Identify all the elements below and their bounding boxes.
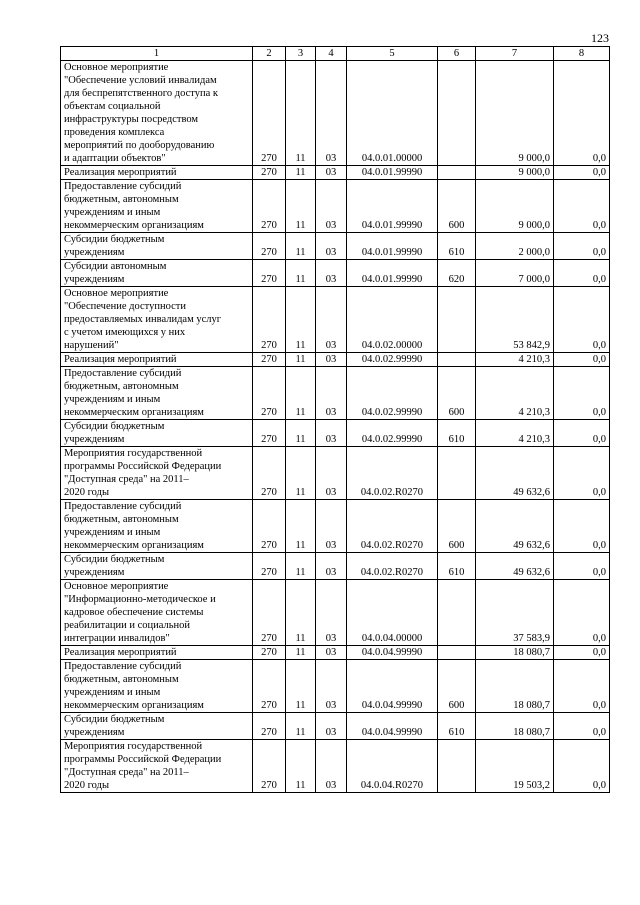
target-article-cell: 04.0.01.99990	[347, 233, 438, 260]
subsection-cell: 03	[316, 740, 347, 793]
amount-cell: 18 080,7	[476, 713, 554, 740]
amount-2-cell: 0,0	[554, 740, 610, 793]
amount-2-cell: 0,0	[554, 580, 610, 646]
amount-cell: 9 000,0	[476, 61, 554, 166]
admin-code-cell: 270	[253, 580, 286, 646]
table-row	[61, 646, 610, 660]
amount-2-cell: 0,0	[554, 166, 610, 180]
amount-2-cell: 0,0	[554, 61, 610, 166]
amount-cell: 37 583,9	[476, 580, 554, 646]
table-row	[61, 61, 610, 166]
row-name-cell: Основное мероприятие "Обеспечение доступности предоставляемых инвалидам услуг с учетом имеющихся у них нарушений"	[61, 287, 253, 353]
subsection-cell: 03	[316, 180, 347, 233]
subsection-cell: 03	[316, 500, 347, 553]
amount-2-cell: 0,0	[554, 260, 610, 287]
section-cell: 11	[286, 287, 316, 353]
expense-type-cell	[438, 646, 476, 660]
section-cell: 11	[286, 367, 316, 420]
row-name-cell: Предоставление субсидий бюджетным, автономным учреждениям и иным некоммерческим организациям	[61, 500, 253, 553]
amount-2-cell: 0,0	[554, 646, 610, 660]
amount-cell: 4 210,3	[476, 367, 554, 420]
amount-cell: 18 080,7	[476, 646, 554, 660]
subsection-cell: 03	[316, 260, 347, 287]
amount-2-cell: 0,0	[554, 287, 610, 353]
table-row	[61, 287, 610, 353]
column-header: 1	[61, 47, 253, 61]
section-cell: 11	[286, 61, 316, 166]
section-cell: 11	[286, 260, 316, 287]
table-row	[61, 660, 610, 713]
amount-2-cell: 0,0	[554, 447, 610, 500]
amount-cell: 9 000,0	[476, 180, 554, 233]
subsection-cell: 03	[316, 61, 347, 166]
row-name-cell: Субсидии бюджетным учреждениям	[61, 233, 253, 260]
column-header: 2	[253, 47, 286, 61]
table-row	[61, 353, 610, 367]
row-name-cell: Основное мероприятие "Обеспечение условий инвалидам для беспрепятственного доступа к объектам социальной инфраструктуры посредством проведения комплекса мероприятий по дооборудованию и адаптации объектов"	[61, 61, 253, 166]
subsection-cell: 03	[316, 367, 347, 420]
admin-code-cell: 270	[253, 166, 286, 180]
column-header: 7	[476, 47, 554, 61]
admin-code-cell: 270	[253, 553, 286, 580]
amount-cell: 4 210,3	[476, 420, 554, 447]
target-article-cell: 04.0.04.99990	[347, 660, 438, 713]
amount-cell: 18 080,7	[476, 660, 554, 713]
target-article-cell: 04.0.04.99990	[347, 713, 438, 740]
table-row	[61, 740, 610, 793]
amount-cell: 7 000,0	[476, 260, 554, 287]
target-article-cell: 04.0.02.00000	[347, 287, 438, 353]
target-article-cell: 04.0.02.99990	[347, 367, 438, 420]
target-article-cell: 04.0.04.R0270	[347, 740, 438, 793]
column-header: 4	[316, 47, 347, 61]
admin-code-cell: 270	[253, 287, 286, 353]
expense-type-cell	[438, 580, 476, 646]
admin-code-cell: 270	[253, 61, 286, 166]
row-name-cell: Мероприятия государственной программы Российской Федерации "Доступная среда" на 2011– 2020 годы	[61, 447, 253, 500]
admin-code-cell: 270	[253, 713, 286, 740]
amount-2-cell: 0,0	[554, 713, 610, 740]
target-article-cell: 04.0.04.99990	[347, 646, 438, 660]
target-article-cell: 04.0.01.99990	[347, 260, 438, 287]
amount-2-cell: 0,0	[554, 233, 610, 260]
table-row	[61, 166, 610, 180]
table-row	[61, 260, 610, 287]
table-row	[61, 233, 610, 260]
expense-type-cell: 600	[438, 180, 476, 233]
expense-type-cell: 600	[438, 367, 476, 420]
row-name-cell: Основное мероприятие "Информационно-методическое и кадровое обеспечение системы реабилитации и социальной интеграции инвалидов"	[61, 580, 253, 646]
admin-code-cell: 270	[253, 500, 286, 553]
table-row	[61, 500, 610, 553]
section-cell: 11	[286, 500, 316, 553]
target-article-cell: 04.0.02.R0270	[347, 500, 438, 553]
row-name-cell: Реализация мероприятий	[61, 166, 253, 180]
admin-code-cell: 270	[253, 260, 286, 287]
expense-type-cell: 600	[438, 660, 476, 713]
section-cell: 11	[286, 580, 316, 646]
admin-code-cell: 270	[253, 660, 286, 713]
section-cell: 11	[286, 713, 316, 740]
subsection-cell: 03	[316, 660, 347, 713]
amount-cell: 49 632,6	[476, 447, 554, 500]
expense-type-cell: 610	[438, 713, 476, 740]
row-name-cell: Предоставление субсидий бюджетным, автономным учреждениям и иным некоммерческим организациям	[61, 660, 253, 713]
amount-2-cell: 0,0	[554, 353, 610, 367]
subsection-cell: 03	[316, 553, 347, 580]
subsection-cell: 03	[316, 233, 347, 260]
amount-cell: 2 000,0	[476, 233, 554, 260]
expense-type-cell	[438, 447, 476, 500]
subsection-cell: 03	[316, 420, 347, 447]
admin-code-cell: 270	[253, 420, 286, 447]
admin-code-cell: 270	[253, 447, 286, 500]
subsection-cell: 03	[316, 646, 347, 660]
amount-2-cell: 0,0	[554, 660, 610, 713]
subsection-cell: 03	[316, 447, 347, 500]
table-body	[61, 61, 610, 793]
row-name-cell: Предоставление субсидий бюджетным, автономным учреждениям и иным некоммерческим организациям	[61, 180, 253, 233]
target-article-cell: 04.0.01.00000	[347, 61, 438, 166]
table-row	[61, 180, 610, 233]
section-cell: 11	[286, 646, 316, 660]
budget-table	[60, 46, 610, 793]
admin-code-cell: 270	[253, 367, 286, 420]
target-article-cell: 04.0.02.99990	[347, 420, 438, 447]
target-article-cell: 04.0.01.99990	[347, 166, 438, 180]
target-article-cell: 04.0.02.R0270	[347, 553, 438, 580]
subsection-cell: 03	[316, 287, 347, 353]
row-name-cell: Реализация мероприятий	[61, 646, 253, 660]
section-cell: 11	[286, 420, 316, 447]
row-name-cell: Реализация мероприятий	[61, 353, 253, 367]
table-row	[61, 447, 610, 500]
amount-cell: 53 842,9	[476, 287, 554, 353]
section-cell: 11	[286, 233, 316, 260]
admin-code-cell: 270	[253, 180, 286, 233]
row-name-cell: Субсидии автономным учреждениям	[61, 260, 253, 287]
amount-cell: 49 632,6	[476, 553, 554, 580]
column-header: 8	[554, 47, 610, 61]
amount-cell: 4 210,3	[476, 353, 554, 367]
amount-cell: 9 000,0	[476, 166, 554, 180]
table-row	[61, 713, 610, 740]
admin-code-cell: 270	[253, 353, 286, 367]
subsection-cell: 03	[316, 353, 347, 367]
section-cell: 11	[286, 660, 316, 713]
table-row	[61, 580, 610, 646]
amount-2-cell: 0,0	[554, 553, 610, 580]
expense-type-cell	[438, 353, 476, 367]
section-cell: 11	[286, 353, 316, 367]
row-name-cell: Субсидии бюджетным учреждениям	[61, 553, 253, 580]
table-row	[61, 553, 610, 580]
admin-code-cell: 270	[253, 233, 286, 260]
subsection-cell: 03	[316, 580, 347, 646]
subsection-cell: 03	[316, 713, 347, 740]
target-article-cell: 04.0.02.99990	[347, 353, 438, 367]
admin-code-cell: 270	[253, 740, 286, 793]
expense-type-cell	[438, 287, 476, 353]
table-row	[61, 420, 610, 447]
section-cell: 11	[286, 166, 316, 180]
section-cell: 11	[286, 180, 316, 233]
section-cell: 11	[286, 447, 316, 500]
amount-2-cell: 0,0	[554, 367, 610, 420]
page-number: 123	[591, 31, 609, 45]
expense-type-cell: 610	[438, 553, 476, 580]
expense-type-cell	[438, 166, 476, 180]
table-row	[61, 367, 610, 420]
expense-type-cell: 600	[438, 500, 476, 553]
amount-2-cell: 0,0	[554, 180, 610, 233]
row-name-cell: Субсидии бюджетным учреждениям	[61, 420, 253, 447]
section-cell: 11	[286, 740, 316, 793]
target-article-cell: 04.0.04.00000	[347, 580, 438, 646]
amount-2-cell: 0,0	[554, 500, 610, 553]
expense-type-cell	[438, 740, 476, 793]
expense-type-cell: 610	[438, 420, 476, 447]
row-name-cell: Мероприятия государственной программы Российской Федерации "Доступная среда" на 2011– 2020 годы	[61, 740, 253, 793]
header-row	[61, 47, 610, 61]
target-article-cell: 04.0.01.99990	[347, 180, 438, 233]
row-name-cell: Предоставление субсидий бюджетным, автономным учреждениям и иным некоммерческим организациям	[61, 367, 253, 420]
amount-cell: 49 632,6	[476, 500, 554, 553]
subsection-cell: 03	[316, 166, 347, 180]
admin-code-cell: 270	[253, 646, 286, 660]
target-article-cell: 04.0.02.R0270	[347, 447, 438, 500]
amount-2-cell: 0,0	[554, 420, 610, 447]
row-name-cell: Субсидии бюджетным учреждениям	[61, 713, 253, 740]
column-header: 5	[347, 47, 438, 61]
section-cell: 11	[286, 553, 316, 580]
column-header: 6	[438, 47, 476, 61]
expense-type-cell	[438, 61, 476, 166]
column-header: 3	[286, 47, 316, 61]
expense-type-cell: 610	[438, 233, 476, 260]
expense-type-cell: 620	[438, 260, 476, 287]
amount-cell: 19 503,2	[476, 740, 554, 793]
